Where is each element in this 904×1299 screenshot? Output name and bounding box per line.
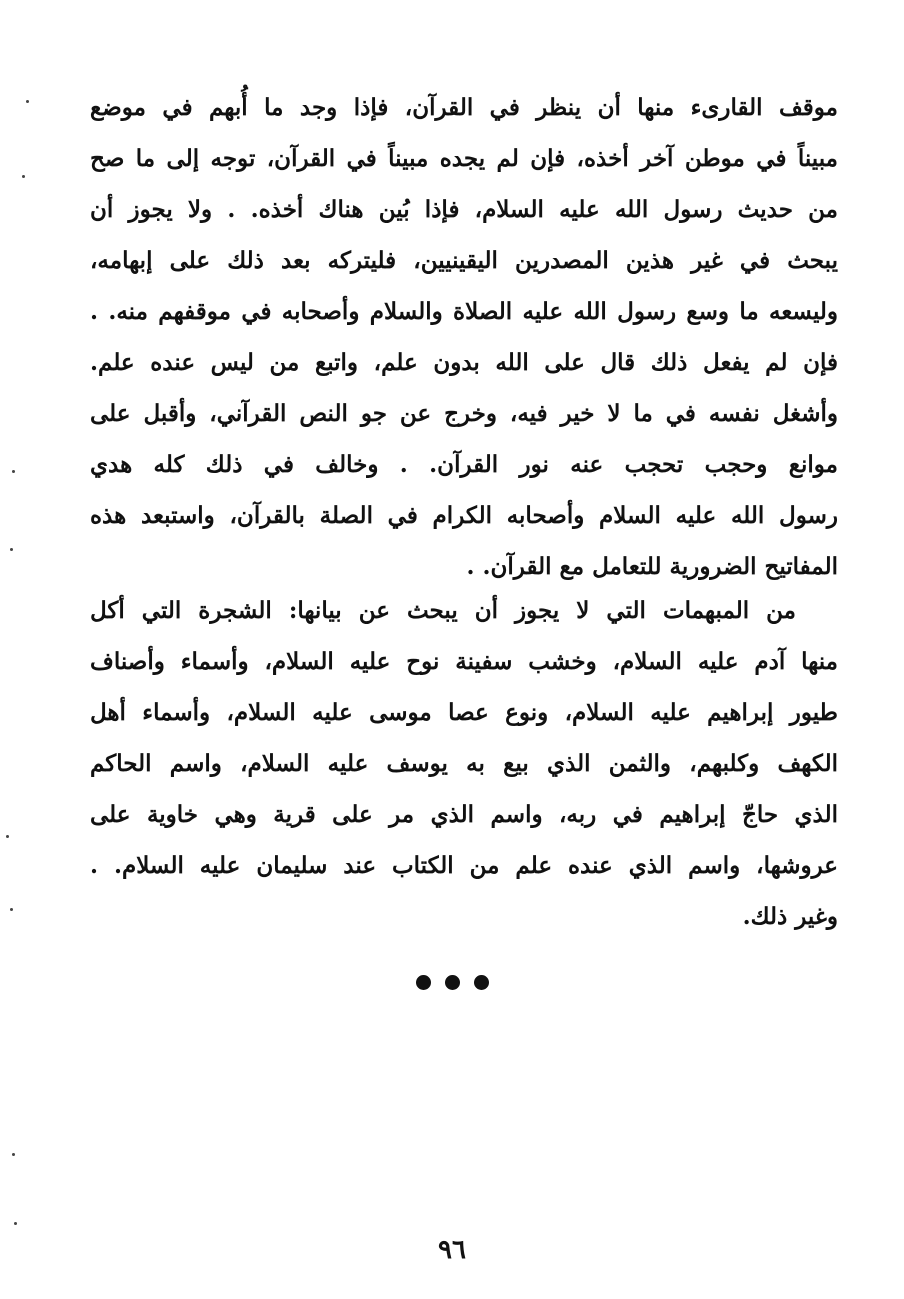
text-line: منها آدم عليه السلام، وخشب سفينة نوح عليه السلام، وأسماء وأصناف	[90, 648, 838, 675]
text-line: من حديث رسول الله عليه السلام، فإذا بُين هناك أخذه. . ولا يجوز أن	[90, 196, 838, 223]
page-number: ٩٦	[438, 1235, 466, 1265]
section-separator	[0, 975, 904, 990]
text-line: الكهف وكلبهم، والثمن الذي بيع به يوسف عليه السلام، واسم الحاكم	[90, 750, 838, 777]
paragraph-2	[90, 585, 838, 942]
text-line: رسول الله عليه السلام وأصحابه الكرام في الصلة بالقرآن، واستبعد هذه	[90, 502, 838, 529]
text-line: موانع وحجب تحجب عنه نور القرآن. . وخالف في ذلك كله هدي	[90, 451, 838, 478]
text-line: وأشغل نفسه في ما لا خير فيه، وخرج عن جو النص القرآني، وأقبل على	[90, 400, 838, 427]
text-line: المفاتيح الضرورية للتعامل مع القرآن. .	[466, 553, 838, 580]
scan-speck	[22, 175, 25, 178]
paragraph-1	[90, 82, 838, 592]
scan-speck	[6, 835, 9, 838]
text-line: من المبهمات التي لا يجوز أن يبحث عن بيانها: الشجرة التي أكل	[90, 597, 796, 624]
scan-speck	[14, 1222, 17, 1225]
scan-speck	[10, 548, 13, 551]
scan-speck	[12, 470, 15, 473]
text-line: عروشها، واسم الذي عنده علم من الكتاب عند سليمان عليه السلام. .	[90, 852, 838, 879]
text-line: الذي حاجّ إبراهيم في ربه، واسم الذي مر على قرية وهي خاوية على	[90, 801, 838, 828]
text-line: مبيناً في موطن آخر أخذه، فإن لم يجده مبيناً في القرآن، توجه إلى ما صح	[90, 145, 838, 172]
separator-dot	[445, 975, 460, 990]
scan-speck	[26, 100, 29, 103]
scan-speck	[12, 1153, 15, 1156]
separator-dot	[416, 975, 431, 990]
text-line: موقف القارىء منها أن ينظر في القرآن، فإذا وجد ما أُبهم في موضع	[90, 94, 838, 121]
text-line: فإن لم يفعل ذلك قال على الله بدون علم، واتبع من ليس عنده علم.	[90, 349, 838, 376]
text-line: طيور إبراهيم عليه السلام، ونوع عصا موسى عليه السلام، وأسماء أهل	[90, 699, 838, 726]
text-line: وليسعه ما وسع رسول الله عليه الصلاة والسلام وأصحابه في موقفهم منه. .	[90, 298, 838, 325]
scan-speck	[10, 908, 13, 911]
separator-dot	[474, 975, 489, 990]
text-line: وغير ذلك.	[742, 903, 838, 930]
text-line: يبحث في غير هذين المصدرين اليقينيين، فليتركه بعد ذلك على إبهامه،	[90, 247, 838, 274]
